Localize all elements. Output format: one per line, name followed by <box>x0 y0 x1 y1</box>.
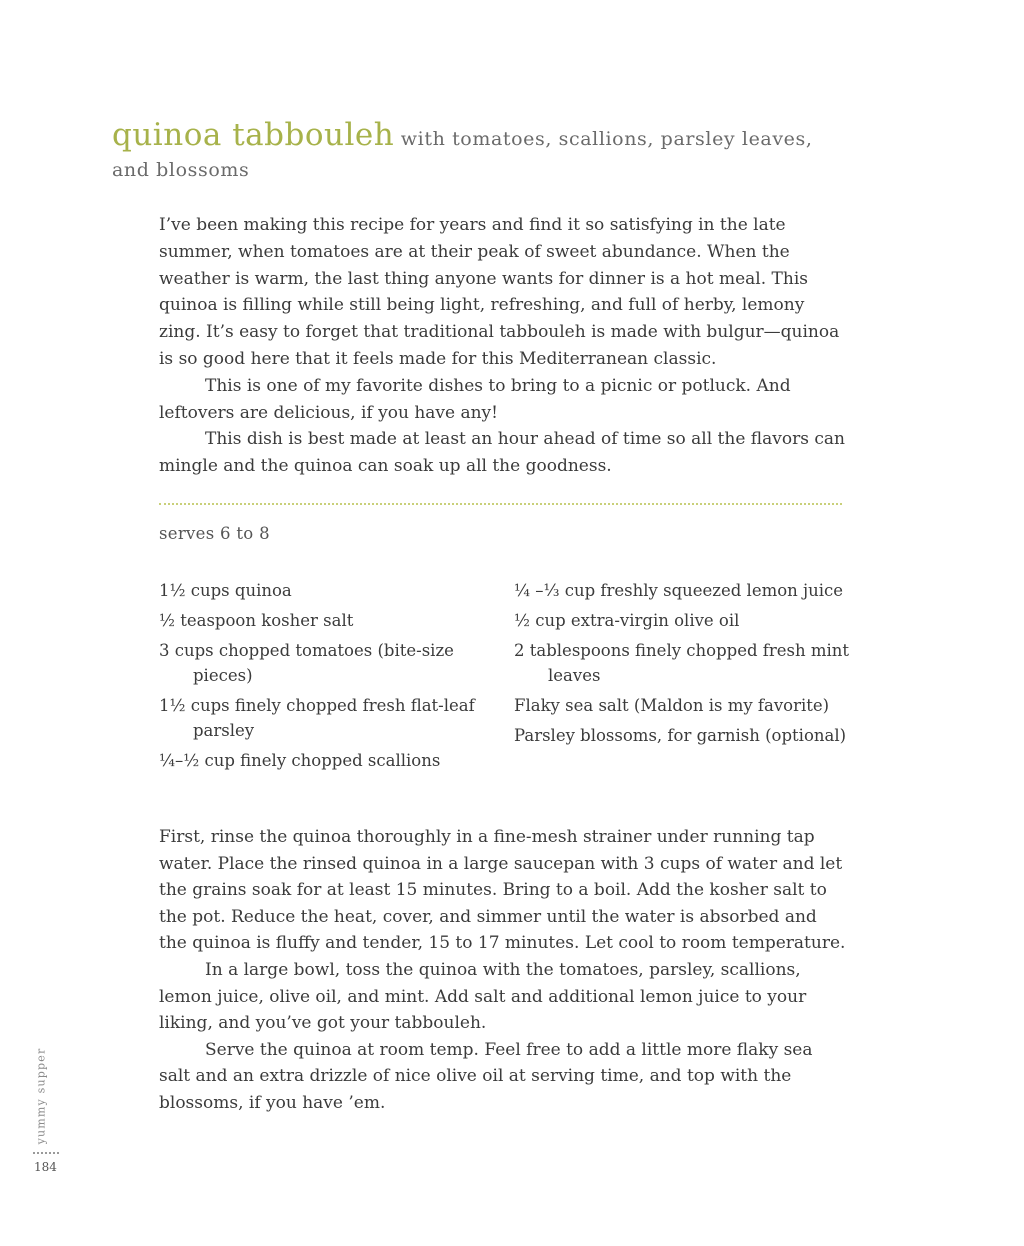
method-text <box>159 824 849 1117</box>
intro-paragraph: This dish is best made at least an hour ahead of time so all the flavors can mingle and the quinoa can soak up all the goodness. <box>159 429 845 477</box>
method-paragraph: In a large bowl, toss the quinoa with the tomatoes, parsley, scallions, lemon juice, olive oil, and mint. Add salt and additional lemon juice to your liking, and you’ve got your tabbouleh. <box>159 959 807 1034</box>
intro-paragraph: I’ve been making this recipe for years and find it so satisfying in the late summer, when tomatoes are at their peak of sweet abundance. When the weather is warm, the last thing anyone wants for dinner is a hot meal. This quinoa is filling while still being light, refreshing, and full of herby, lemony zing. It’s easy to forget that traditional tabbouleh is made with bulgur—quinoa is so good here that it feels made for this Mediterranean classic. <box>159 215 840 369</box>
running-head-text: yummy supper <box>34 1047 48 1145</box>
ingredient-item: 1½ cups quinoa <box>159 581 292 600</box>
method-paragraph: First, rinse the quinoa thoroughly in a fine-mesh strainer under running tap water. Place the rinsed quinoa in a large saucepan with 3 cups of water and let the grains soak for at least 15 minutes. Bring to a boil. Add the kosher salt to the pot. Reduce the heat, cover, and simmer until the water is absorbed and the quinoa is fluffy and tender, 15 to 17 minutes. Let cool to room temperature. <box>159 827 846 954</box>
dotted-divider <box>159 503 842 505</box>
page-number: 184 <box>34 1160 57 1174</box>
ingredient-item: Parsley blossoms, for garnish (optional) <box>514 726 847 745</box>
method-paragraph: Serve the quinoa at room temp. Feel free to add a little more flaky sea salt and an extra drizzle of nice olive oil at serving time, and top with the blossoms, if you have ’em. <box>159 1039 813 1113</box>
running-head <box>28 1040 54 1152</box>
ingredient-item: ¼–½ cup finely chopped scallions <box>159 751 441 770</box>
intro-paragraph: This is one of my favorite dishes to bring to a picnic or potluck. And leftovers are delicious, if you have any! <box>159 375 791 423</box>
title-subtitle: with tomatoes, scallions, parsley leaves, and blossoms <box>112 128 813 181</box>
ingredient-item: ¼ –⅓ cup freshly squeezed lemon juice <box>514 581 844 600</box>
ingredient-item: ½ cup extra-virgin olive oil <box>514 611 740 630</box>
ingredient-list-left <box>159 578 499 778</box>
ingredient-item: 2 tablespoons finely chopped fresh mint leaves <box>514 641 850 685</box>
ingredient-item: 1½ cups finely chopped fresh flat-leaf parsley <box>159 696 475 740</box>
ingredient-item: 3 cups chopped tomatoes (bite-size pieces) <box>159 641 454 685</box>
recipe-title <box>112 117 832 186</box>
serves-label: serves 6 to 8 <box>159 524 270 543</box>
ingredient-item: Flaky sea salt (Maldon is my favorite) <box>514 696 830 715</box>
title-main: quinoa tabbouleh <box>112 117 395 153</box>
intro-text <box>159 212 849 480</box>
ingredient-list-right <box>514 578 854 753</box>
ingredient-item: ½ teaspoon kosher salt <box>159 611 354 630</box>
folio-divider <box>33 1152 59 1154</box>
